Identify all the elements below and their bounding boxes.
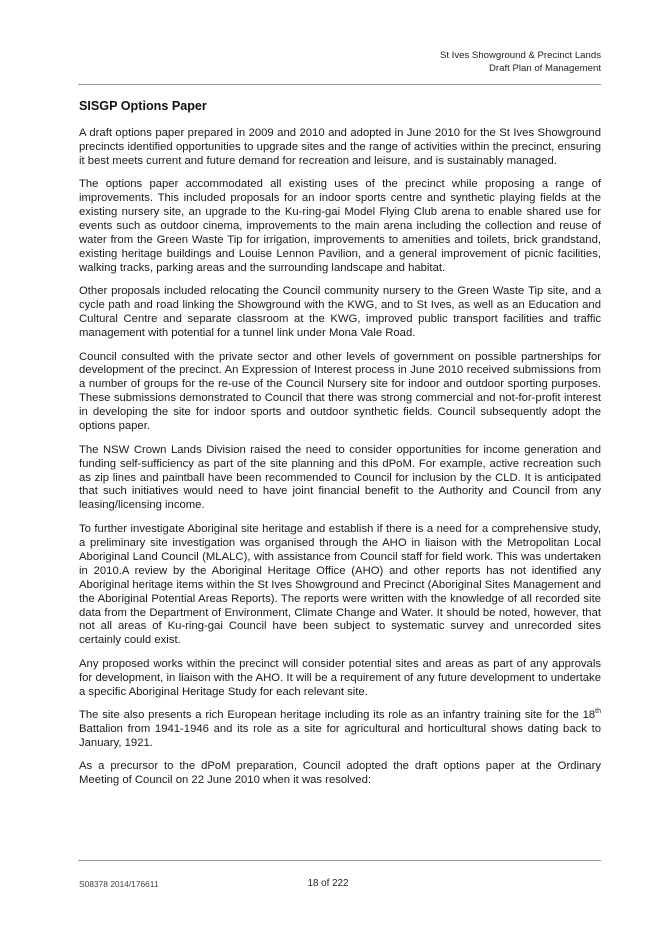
footer-divider [78, 860, 601, 861]
section-heading: SISGP Options Paper [79, 99, 207, 113]
page-number: 18 of 222 [307, 878, 349, 889]
battalion-text-start: The site also presents a rich European heritage including its role as an infantry training site for the 18 [79, 709, 596, 721]
paragraph-resolution: As a precursor to the dPoM preparation, Council adopted the draft options paper at the Ordinary Meeting of Council on 22 June 2010 when it was resolved: [79, 760, 601, 787]
paragraph: Council consulted with the private sector and other levels of government on possible partnerships for development of the precinct. An Expression of Interest process in June 2010 received submissions from a number of groups for the re-use of the Council Nursery site for indoor and outdoor sporting purposes. These submissions demonstrated to Council that there was strong commercial and not-for-profit interest in developing the site for indoor sports and outdoor synthetic fields. Council subsequently adopt the options paper. [79, 350, 601, 433]
paragraph: The options paper accommodated all existing uses of the precinct while proposing a range of improvements. This included proposals for an indoor sports centre and synthetic playing fields at the existing nursery site, an upgrade to the Ku-ring-gai Model Flying Club arena to enable shared use for events such as outdoor cinema, improvements to the main arena including the collection and reuse of water from the Green Waste Tip for irrigation, improvements to amenities and toilets, brick grandstand, existing heritage buildings and Louise Lennon Pavilion, and a general improvement of picnic facilities, walking tracks, parking areas and the surrounding landscape and habitat. [79, 178, 601, 274]
ordinal-superscript: th [595, 708, 601, 716]
paragraph: A draft options paper prepared in 2009 and 2010 and adopted in June 2010 for the St Ives Showground precincts identified opportunities to upgrade sites and the range of activities within the precinct, ensuring it best meets current and future demand for recreation and leisure, and is sustainably managed. [79, 127, 601, 167]
page-body [79, 99, 601, 798]
page-header [78, 50, 601, 75]
paragraph: Any proposed works within the precinct will consider potential sites and areas as part of any approvals for development, in liaison with the AHO. It will be a requirement of any future development to undertake a specific Aboriginal Heritage Study for each relevant site. [79, 657, 601, 698]
footer-reference: S08378 2014/176611 [79, 879, 159, 889]
header-subtitle: Draft Plan of Management [489, 62, 601, 74]
header-title: St Ives Showground & Precinct Lands [439, 50, 601, 61]
paragraph: The NSW Crown Lands Division raised the need to consider opportunities for income generation and funding self-sufficiency as part of the site planning and this dPoM. For example, active recreation such as zip lines and paintball have been recommended to Council for inclusion by the CLD. It is anticipated that such initiatives would need to have joint financial benefit to the Authority and Council from any leasing/licensing income. [79, 443, 601, 512]
paragraph: To further investigate Aboriginal site heritage and establish if there is a need for a comprehensive study, a preliminary site investigation was organised through the AHO in liaison with the Metropolitan Local Aboriginal Land Council (MLALC), with assistance from Council staff for field work. This was undertaken in 2010.A review by the Aboriginal Heritage Office (AHO) and other reports has not identified any Aboriginal heritage items within the St Ives Showground and Precinct (Aboriginal Sites Management and the Aboriginal Potential Areas Reports). The reports were written with the knowledge of all recorded site data from the Department of Environment, Climate Change and Water. It should be noted, however, that not all areas of Ku-ring-gai Council have been subject to systematic survey and unrecorded sites certainly could exist. [79, 522, 601, 647]
battalion-text-end: Battalion from 1941-1946 and its role as a site for agricultural and horticultural shows dating back to January, 1921. [79, 722, 601, 749]
header-divider [78, 84, 601, 85]
paragraph-battalion [79, 709, 601, 751]
paragraph: Other proposals included relocating the Council community nursery to the Green Waste Tip site, and a cycle path and road linking the Showground with the KWG, and to St Ives, as well as an Education and Cultural Centre and separate classroom at the KWG, improved public transport facilities and traffic management with potential for a tunnel link under Mona Vale Road. [79, 285, 601, 340]
